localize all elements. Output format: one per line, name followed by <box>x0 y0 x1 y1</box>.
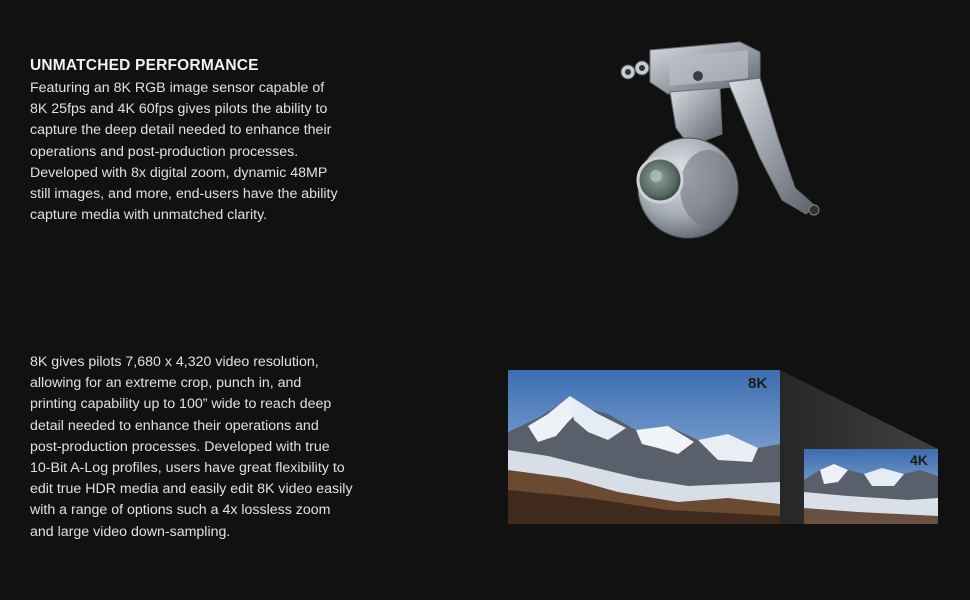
performance-heading: UNMATCHED PERFORMANCE <box>30 57 259 74</box>
resolution-body: 8K gives pilots 7,680 x 4,320 video resolution, allowing for an extreme crop, punch in, and printing capability up to 100” wide to reach deep detail needed to enhance their operations and post-production processes. Developed with true 10-Bit A-Log profiles, users have great flexibility to edit true HDR media and easily edit 8K video easily with a range of options such a 4x lossless zoom and large video down-sampling. <box>30 354 353 540</box>
label-4k: 4K <box>910 452 928 468</box>
gimbal-camera-icon <box>610 38 835 243</box>
performance-body: Featuring an 8K RGB image sensor capable of 8K 25fps and 4K 60fps gives pilots the ability to capture the deep detail needed to enhance their operations and post-production processes. Developed with 8x digital zoom, dynamic 48MP still images, and more, end-users have the ability capture media with unmatched clarity. <box>30 80 338 224</box>
label-8k: 8K <box>748 375 768 392</box>
resolution-section <box>30 352 390 543</box>
resolution-comparison <box>508 370 940 526</box>
performance-section <box>30 56 390 226</box>
landscape-8k-image <box>508 370 780 524</box>
